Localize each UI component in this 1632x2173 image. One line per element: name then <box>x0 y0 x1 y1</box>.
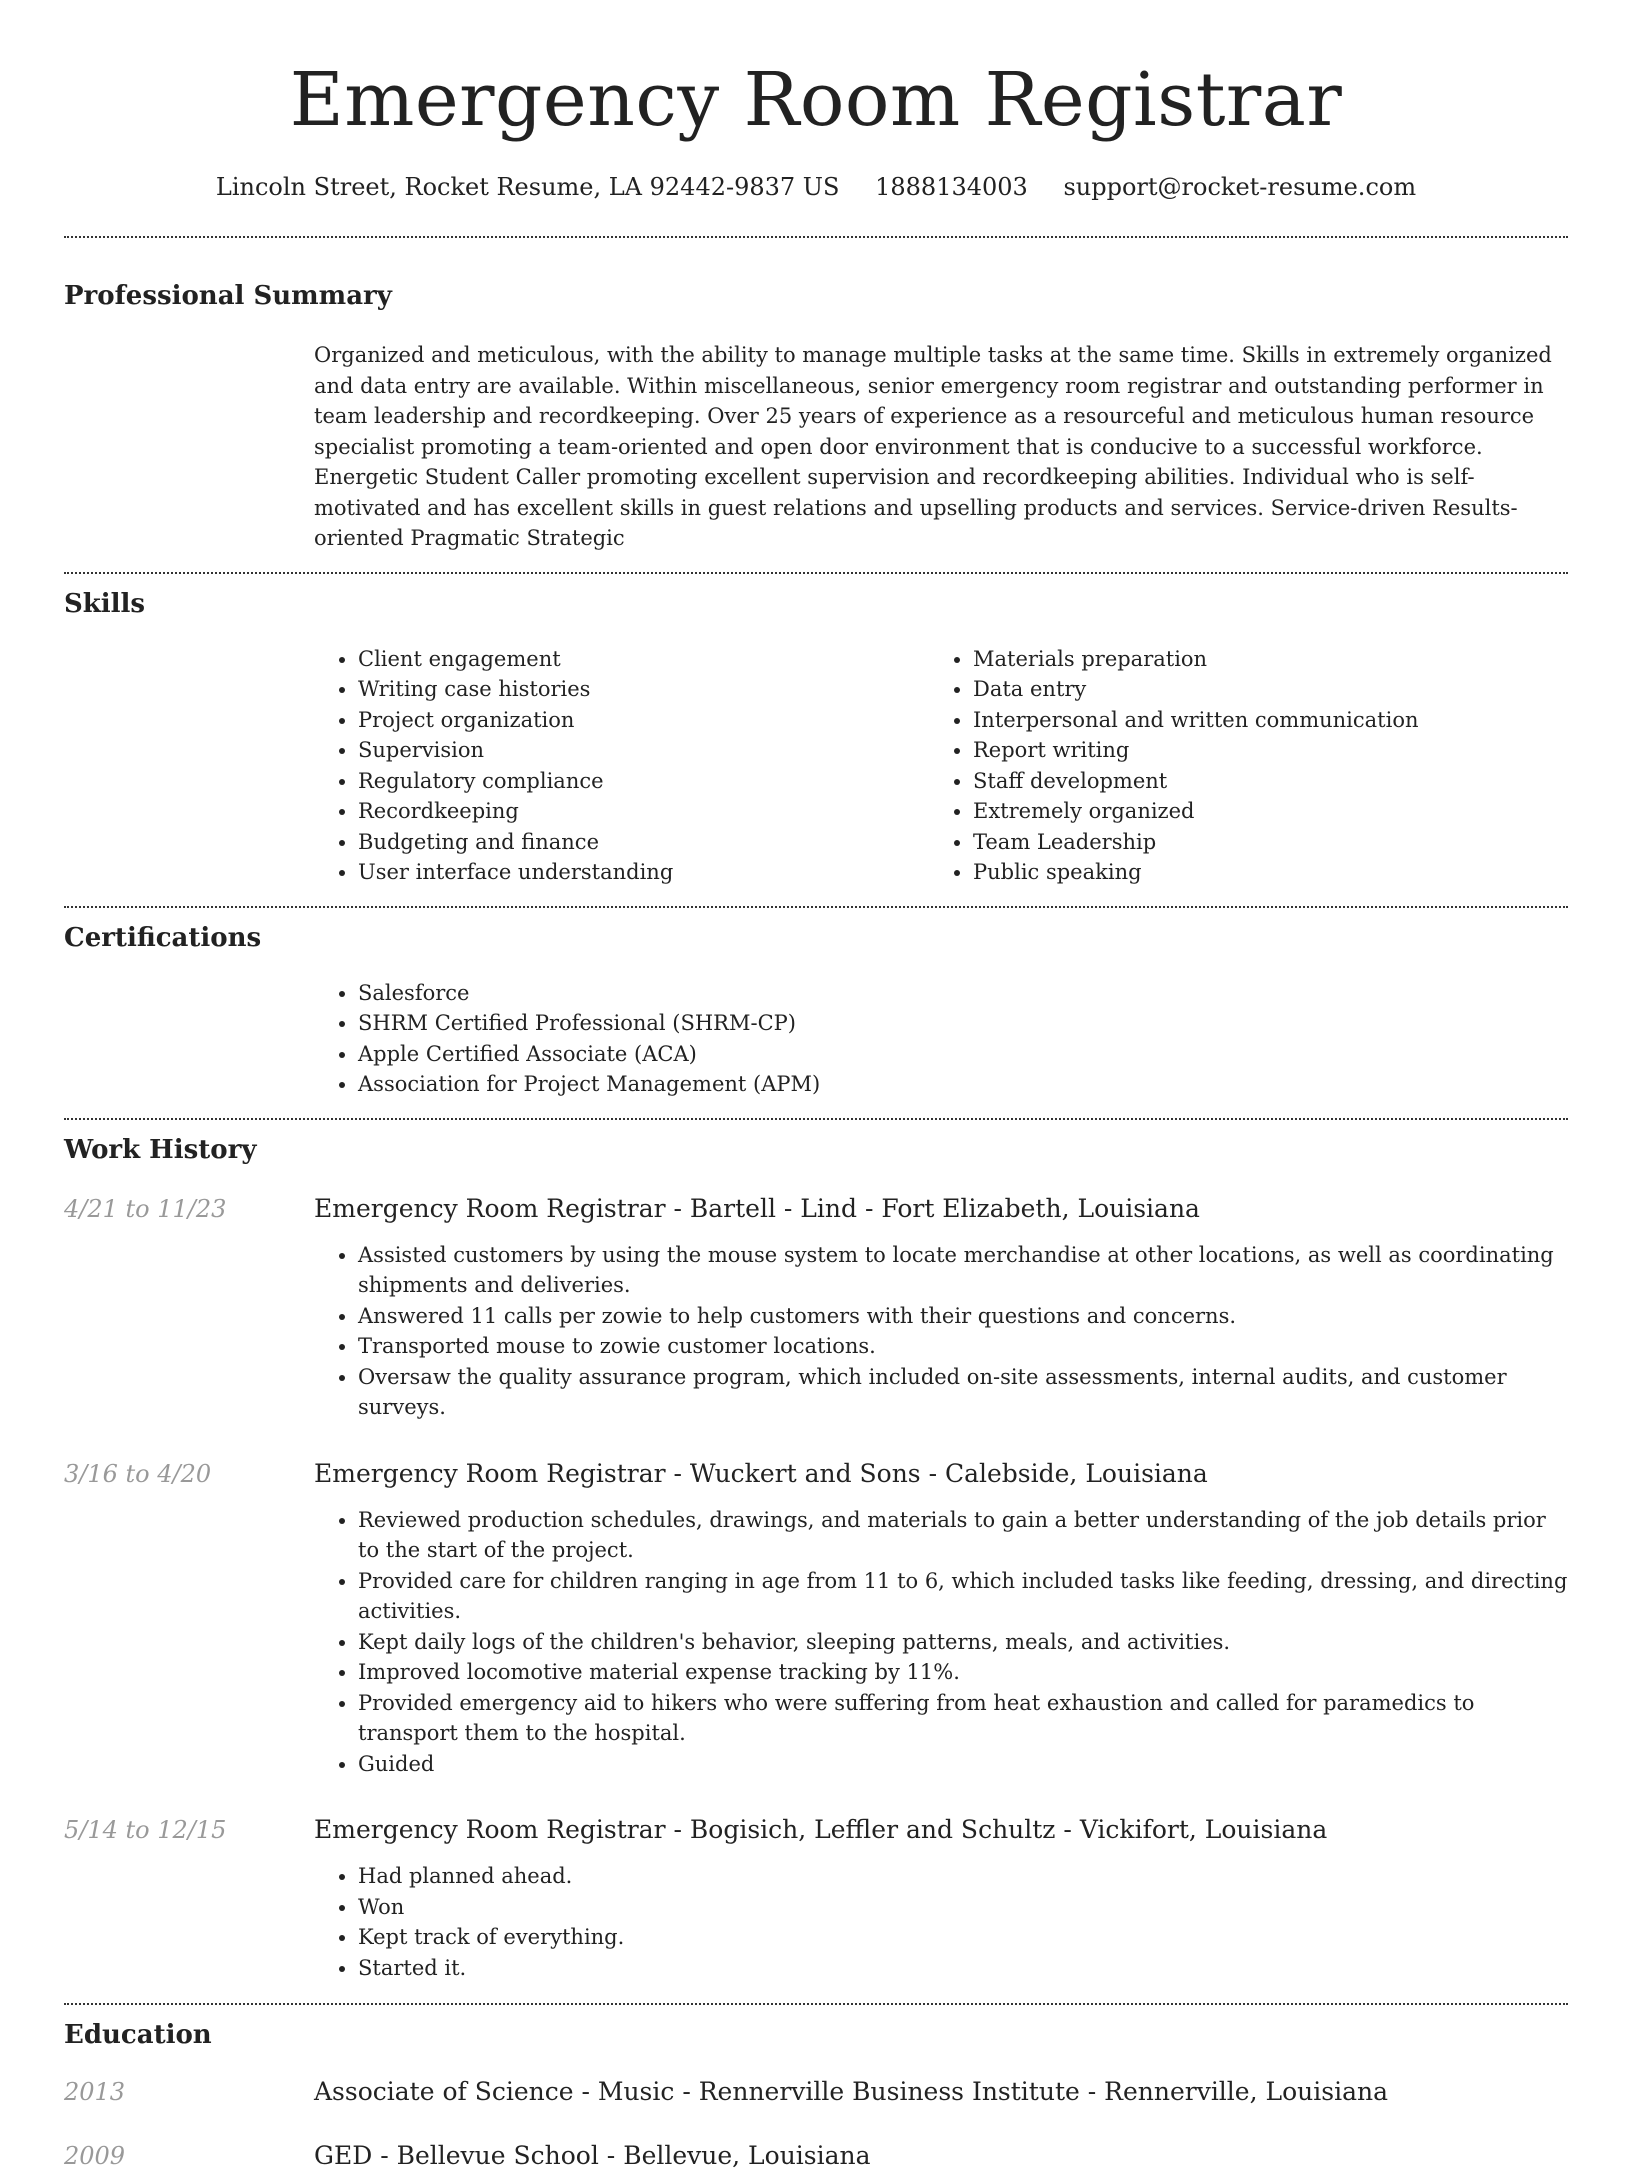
education-entry <box>64 2075 1568 2109</box>
education-heading: GED - Bellevue School - Bellevue, Louisiana <box>314 2141 871 2170</box>
list-item: • Reviewed production schedules, drawings, and materials to gain a better understanding of the job details prior to the start of the project. <box>358 1505 1568 1566</box>
education-date: 2009 <box>64 2142 126 2170</box>
contact-phone: 1888134003 <box>875 173 1028 201</box>
education-title: Education <box>64 2020 212 2050</box>
list-item: • Improved locomotive material expense tracking by 11%. <box>358 1657 1568 1688</box>
list-item: • Kept track of everything. <box>358 1922 1568 1953</box>
list-item: • Kept daily logs of the children's behavior, sleeping patterns, meals, and activities. <box>358 1627 1568 1658</box>
resume-page <box>64 0 1568 2173</box>
list-item: • Provided care for children ranging in age from 11 to 6, which included tasks like feeding, dressing, and directing activities. <box>358 1566 1568 1627</box>
work-history-section <box>64 1132 1568 1984</box>
list-item: • Guided <box>358 1749 1568 1780</box>
divider <box>64 906 1568 908</box>
contact-address: Lincoln Street, Rocket Resume, LA 92442-9837 US <box>215 173 840 201</box>
job-date: 5/14 to 12/15 <box>64 1816 227 1844</box>
divider <box>64 236 1568 238</box>
certifications-title: Certifications <box>64 922 262 953</box>
job-entry <box>64 1457 1568 1780</box>
job-heading: Emergency Room Registrar - Wuckert and Sons - Calebside, Louisiana <box>314 1458 1208 1488</box>
summary-section <box>64 278 1568 554</box>
job-entry <box>64 1813 1568 1983</box>
skills-grid <box>314 644 1568 888</box>
contact-line <box>64 170 1568 204</box>
education-entry <box>64 2139 1568 2173</box>
list-item: • Staff development <box>973 766 1544 797</box>
list-item: • Team Leadership <box>973 827 1544 858</box>
list-item: • Writing case histories <box>358 674 929 705</box>
certifications-list <box>314 978 1568 1100</box>
skills-section <box>64 586 1568 888</box>
list-item: • Association for Project Management (APM) <box>358 1069 1568 1100</box>
education-section <box>64 2017 1568 2173</box>
list-item: • Started it. <box>358 1953 1568 1984</box>
skills-left-column <box>314 644 929 888</box>
divider <box>64 1118 1568 1120</box>
divider <box>64 2003 1568 2005</box>
list-item: • Provided emergency aid to hikers who were suffering from heat exhaustion and called for paramedics to transport them to the hospital. <box>358 1688 1568 1749</box>
job-bullets <box>314 1505 1568 1780</box>
job-bullets <box>314 1240 1568 1423</box>
list-item: • Client engagement <box>358 644 929 675</box>
job-entry <box>64 1192 1568 1423</box>
list-item: • Materials preparation <box>973 644 1544 675</box>
list-item: • Report writing <box>973 735 1544 766</box>
summary-title: Professional Summary <box>64 281 392 311</box>
divider <box>64 572 1568 574</box>
list-item: • Interpersonal and written communication <box>973 705 1544 736</box>
job-heading: Emergency Room Registrar - Bogisich, Leffler and Schultz - Vickifort, Louisiana <box>314 1815 1328 1844</box>
list-item: • Extremely organized <box>973 796 1544 827</box>
education-heading: Associate of Science - Music - Rennerville Business Institute - Rennerville, Louisiana <box>314 2077 1388 2106</box>
list-item: • Won <box>358 1892 1568 1923</box>
list-item: • Assisted customers by using the mouse system to locate merchandise at other locations, as well as coordinating shipments and deliveries. <box>358 1240 1568 1301</box>
list-item: • Project organization <box>358 705 929 736</box>
list-item: • Had planned ahead. <box>358 1861 1568 1892</box>
skills-title: Skills <box>64 588 146 619</box>
list-item: • User interface understanding <box>358 857 929 888</box>
candidate-name: Emergency Room Registrar <box>289 57 1343 143</box>
list-item: • Transported mouse to zowie customer locations. <box>358 1331 1568 1362</box>
resume-header <box>64 0 1568 204</box>
list-item: • Oversaw the quality assurance program, which included on-site assessments, internal audits, and customer surveys. <box>358 1362 1568 1423</box>
contact-email: support@rocket-resume.com <box>1063 173 1417 201</box>
job-date: 4/21 to 11/23 <box>64 1194 227 1223</box>
certifications-section <box>64 920 1568 1100</box>
list-item: • Salesforce <box>358 978 1568 1009</box>
education-date: 2013 <box>64 2078 126 2106</box>
skills-right-column <box>929 644 1544 888</box>
list-item: • Public speaking <box>973 857 1544 888</box>
job-date: 3/16 to 4/20 <box>64 1459 212 1488</box>
list-item: • Answered 11 calls per zowie to help customers with their questions and concerns. <box>358 1301 1568 1332</box>
job-bullets <box>314 1861 1568 1983</box>
list-item: • Budgeting and finance <box>358 827 929 858</box>
list-item: • Recordkeeping <box>358 796 929 827</box>
job-heading: Emergency Room Registrar - Bartell - Lind - Fort Elizabeth, Louisiana <box>314 1193 1200 1223</box>
list-item: • Supervision <box>358 735 929 766</box>
list-item: • Regulatory compliance <box>358 766 929 797</box>
list-item: • Apple Certified Associate (ACA) <box>358 1039 1568 1070</box>
list-item: • SHRM Certified Professional (SHRM-CP) <box>358 1008 1568 1039</box>
work-history-title: Work History <box>64 1134 257 1165</box>
summary-text: Organized and meticulous, with the ability to manage multiple tasks at the same time. Skills in extremely organized and data entry are available. Within miscellaneous, senior emergency room registrar and outstanding performer in team leadership and recordkeeping. Over 25 years of experience as a resourceful and meticulous human resource specialist promoting a team-oriented and open door environment that is conducive to a successful workforce. Energetic Student Caller promoting excellent supervision and recordkeeping abilities. Individual who is self-motivated and has excellent skills in guest relations and upselling products and services. Service-driven Results-oriented Pragmatic Strategic <box>314 343 1552 550</box>
list-item: • Data entry <box>973 674 1544 705</box>
